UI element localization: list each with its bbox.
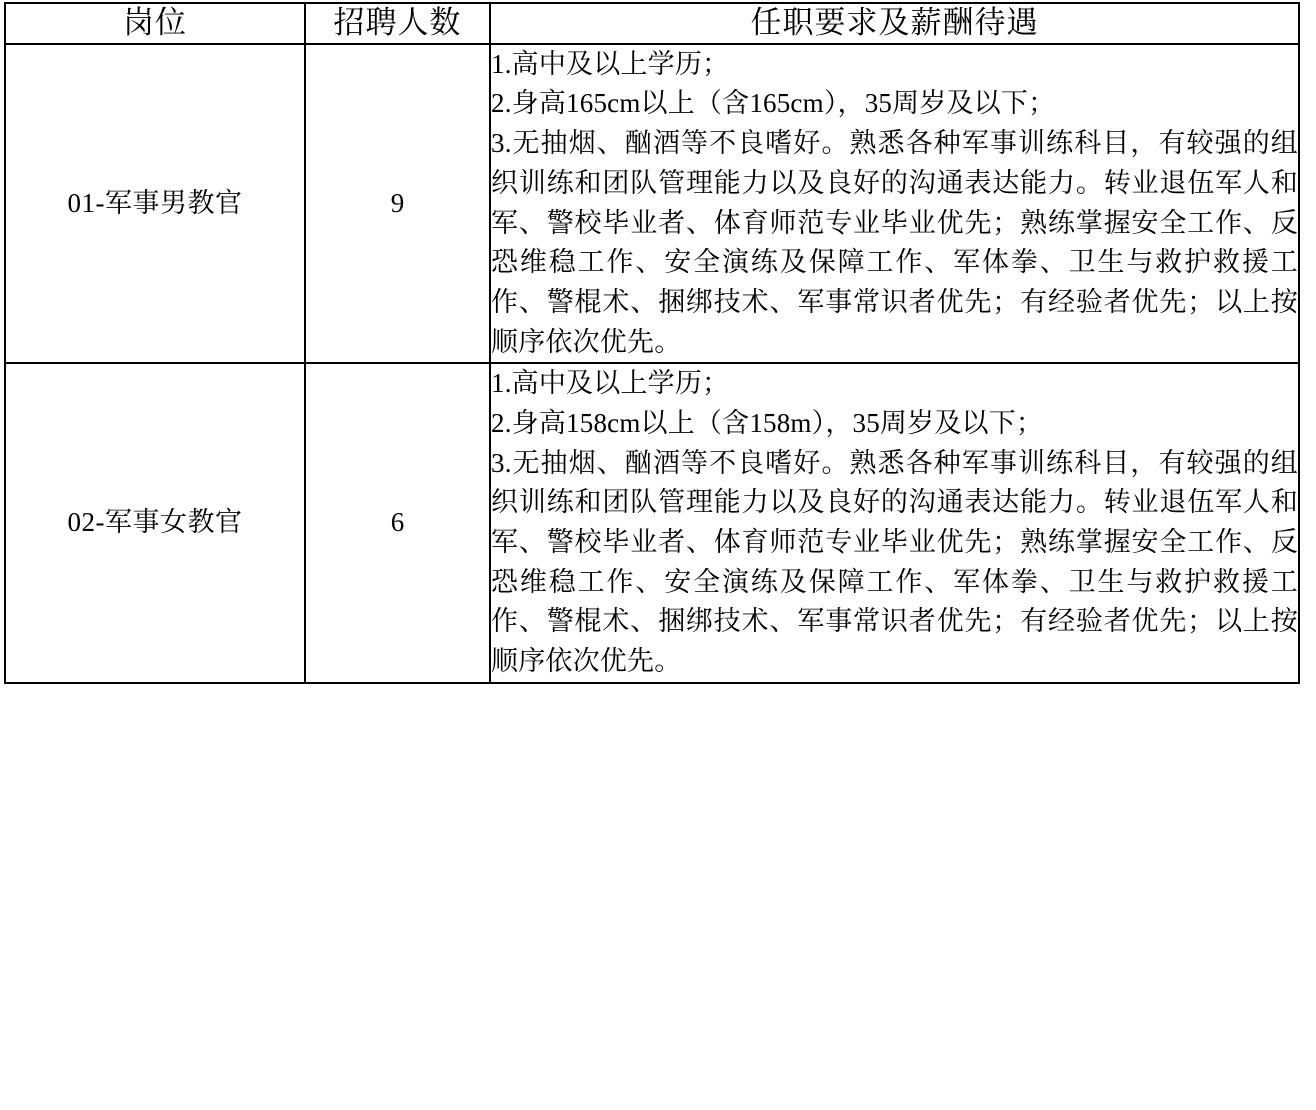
requirement-line: 2.身高165cm以上（含165cm），35周岁及以下；	[491, 88, 1056, 119]
cell-count: 9	[305, 44, 490, 364]
column-header-requirements: 任职要求及薪酬待遇	[490, 3, 1299, 44]
recruitment-table	[4, 2, 1300, 684]
cell-count: 6	[305, 363, 490, 683]
cell-requirements	[490, 363, 1299, 683]
column-header-post: 岗位	[5, 3, 305, 44]
document-page	[0, 2, 1316, 1110]
cell-requirements	[490, 44, 1299, 364]
cell-post: 01-军事男教官	[5, 44, 305, 364]
cell-post: 02-军事女教官	[5, 363, 305, 683]
requirement-line: 3.无抽烟、酗酒等不良嗜好。熟悉各种军事训练科目，有较强的组织训练和团队管理能力以及良好的沟通表达能力。转业退伍军人和军、警校毕业者、体育师范专业毕业优先；熟练掌握安全工作、反恐维稳工作、安全演练及保障工作、军体拳、卫生与救护救援工作、警棍术、捆绑技术、军事常识者优先；有经验者优先；以上按顺序依次优先。	[491, 447, 1298, 677]
table-header-row	[5, 3, 1299, 44]
requirement-line: 1.高中及以上学历；	[491, 48, 730, 79]
requirement-line: 3.无抽烟、酗酒等不良嗜好。熟悉各种军事训练科目，有较强的组织训练和团队管理能力以及良好的沟通表达能力。转业退伍军人和军、警校毕业者、体育师范专业毕业优先；熟练掌握安全工作、反恐维稳工作、安全演练及保障工作、军体拳、卫生与救护救援工作、警棍术、捆绑技术、军事常识者优先；有经验者优先；以上按顺序依次优先。	[491, 128, 1298, 357]
requirement-line: 2.身高158cm以上（含158m），35周岁及以下；	[491, 407, 1044, 438]
table-row	[5, 44, 1299, 364]
table-row	[5, 363, 1299, 683]
column-header-count: 招聘人数	[305, 3, 490, 44]
requirement-line: 1.高中及以上学历；	[491, 368, 730, 399]
